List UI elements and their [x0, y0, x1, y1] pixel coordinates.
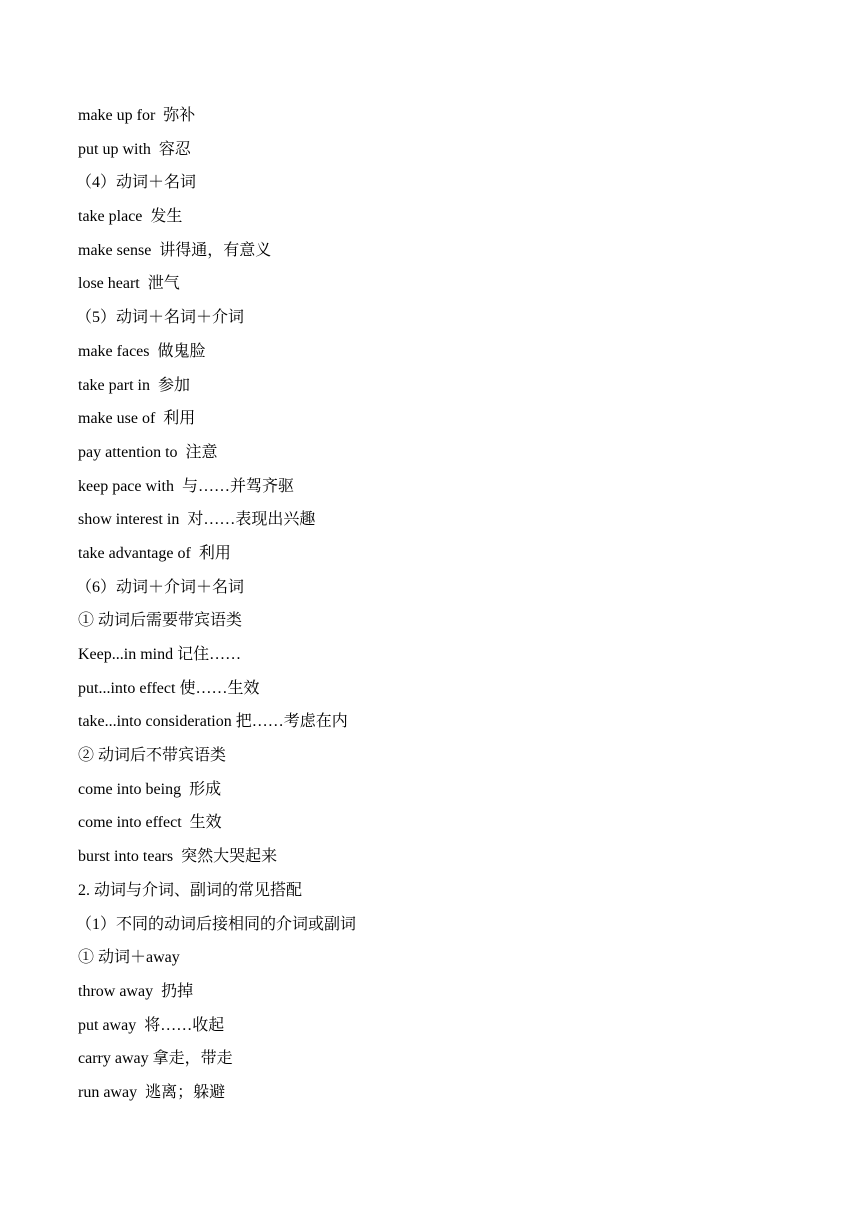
section-heading: （4）动词＋名词: [76, 174, 197, 192]
text-line: put away 将……收起: [78, 1016, 225, 1034]
section-heading: （1）不同的动词后接相同的介词或副词: [76, 915, 357, 933]
text-body: [78, 104, 798, 1115]
text-line: burst into tears 突然大哭起来: [78, 848, 278, 866]
text-line: throw away 扔掉: [78, 982, 194, 1000]
text-line: lose heart 泄气: [78, 275, 180, 293]
text-line: carry away 拿走，带走: [78, 1050, 233, 1068]
text-line: take part in 参加: [78, 376, 190, 394]
section-heading: 2. 动词与介词、副词的常见搭配: [78, 881, 303, 899]
subsection-heading: ② 动词后不带宾语类: [78, 747, 227, 765]
text-line: make up for 弥补: [78, 107, 196, 124]
text-line: take place 发生: [78, 208, 183, 226]
text-line: show interest in 对……表现出兴趣: [78, 511, 316, 529]
text-line: come into effect 生效: [78, 814, 222, 832]
text-line: Keep...in mind 记住……: [78, 646, 242, 663]
text-line: put up with 容忍: [78, 140, 191, 158]
text-line: come into being 形成: [78, 780, 222, 798]
text-line: make sense 讲得通，有意义: [78, 241, 272, 259]
text-line: keep pace with 与……并驾齐驱: [78, 477, 294, 495]
subsection-heading: ① 动词后需要带宾语类: [78, 612, 243, 630]
text-line: take advantage of 利用: [78, 544, 231, 562]
text-line: run away 逃离；躲避: [78, 1083, 226, 1101]
text-line: make faces 做鬼脸: [78, 342, 206, 360]
section-heading: （5）动词＋名词＋介词: [76, 309, 245, 327]
text-line: take...into consideration 把……考虑在内: [78, 713, 348, 731]
text-line: put...into effect 使……生效: [78, 679, 260, 697]
text-line: make use of 利用: [78, 410, 196, 428]
section-heading: （6）动词＋介词＋名词: [76, 578, 245, 596]
subsection-heading: ① 动词＋away: [78, 949, 180, 967]
text-line: pay attention to 注意: [78, 443, 218, 461]
